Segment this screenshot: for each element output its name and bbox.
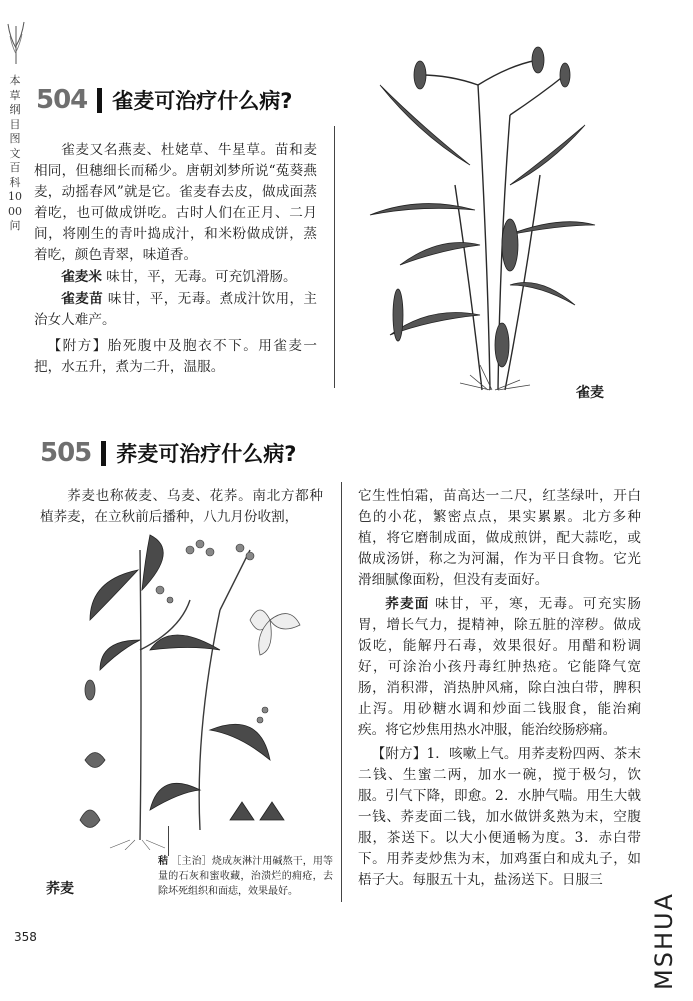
fufang-text: 胎死腹中及胞衣不下。用雀麦一把，水五升，煮为二升，温服。 [34,338,318,375]
section-504-header [36,85,292,115]
section-504-intro: 雀麦又名燕麦、杜姥草、牛星草。苗和麦相同，但穗细长而稀少。唐朝刘梦所说“菟葵燕麦，动摇春风”就是它。雀麦春去皮，做成面蒸着吃，也可做成饼吃。古时人们在正月、二月间，将刚生的青叶捣成汁，和米粉做成饼，蒸着吃，颜色青翠，味道香。 [34,142,317,263]
item-text: 味甘，平，寒，无毒。可充实肠胃，增长气力，提精神，除五脏的滓秽。做成饭吃，能解丹石毒，效果很好。用醋和粉调好，可涂治小孩丹毒红肿热疮。它能降气宽肠，消积滞，消热肿风痛，除白浊白带，脾积止泻。用砂糖水调和炒面二钱服食，能治痢疾。将它炒焦用热水冲服，能治绞肠痧痛。 [358,596,642,738]
section-505-number: 505 [40,438,92,468]
buckwheat-image-label: 荞麦 [46,881,74,897]
column-divider [341,482,342,902]
caption-label: 秸 [158,856,169,867]
fufang-label: 【附方】 [47,338,108,354]
book-title-vertical: 本草纲目图文百科1000问 [8,74,22,232]
item2-label: 雀麦苗 [61,291,104,307]
heading-bar [101,441,106,466]
section-505-item [358,594,641,741]
section-505-title: 荞麦可治疗什么病? [116,442,297,466]
section-505-fufang [358,744,641,891]
item1-label: 雀麦米 [61,269,102,285]
straw-caption [158,854,333,899]
section-504-item2 [34,289,317,331]
section-505-intro-left [40,486,323,528]
watermark: MSHUA [650,892,678,990]
fufang-label: 【附方】 [371,746,427,762]
section-505-right-column [358,486,641,891]
item2-text: 味甘，平，无毒。煮成汁饮用，主治女人难产。 [34,291,318,328]
section-504-fufang [34,336,317,378]
page-number: 358 [14,930,37,944]
oat-image-label: 雀麦 [576,385,604,401]
section-504-body [34,140,317,378]
grass-sprig-icon [6,18,26,64]
fufang-text: 1．咳嗽上气。用荞麦粉四两、茶末二钱、生蜜二两，加水一碗，搅于极匀，饮服。引气下降，即愈。2．水肿气喘。用生大戟一钱、荞麦面二钱，加水做饼炙熟为末，空腹服，茶送下。以大小便通畅为度。3．赤白带下。用荞麦炒焦为末，加鸡蛋白和成丸子，如梧子大。每服五十丸，盐汤送下。日服三 [358,746,642,888]
oat-plant-illustration [360,45,600,395]
item1-text: 味甘，平，无毒。可充饥滑肠。 [106,269,297,285]
section-505-header [40,438,296,468]
caption-leader-line [168,826,169,856]
caption-text: 烧成灰淋汁用碱熬干，用等量的石灰和蜜收藏，治溃烂的痈疮，去除坏死组织和面痣，效果最好。 [158,856,334,897]
buckwheat-plant-illustration [70,530,340,850]
column-divider [334,126,335,388]
heading-bar [97,88,102,113]
section-505-intro: 荞麦也称莜麦、乌麦、花荞。南北方都种植荞麦，在立秋前后播种，八九月份收割， [40,488,323,525]
section-504-number: 504 [36,85,88,115]
item-label: 荞麦面 [385,596,430,612]
section-504-item1 [34,267,317,288]
caption-bracket: ［主治］ [171,856,212,867]
section-504-title: 雀麦可治疗什么病? [112,89,293,113]
section-505-right-intro: 它生性怕霜，苗高达一二尺，红茎绿叶，开白色的小花，繁密点点，果实累累。北方多种植，将它磨制成面，做成煎饼，配大蒜吃，或做成汤饼，称之为河漏，作为平日食物。它光滑细腻像面粉，但没有麦面好。 [358,488,641,588]
